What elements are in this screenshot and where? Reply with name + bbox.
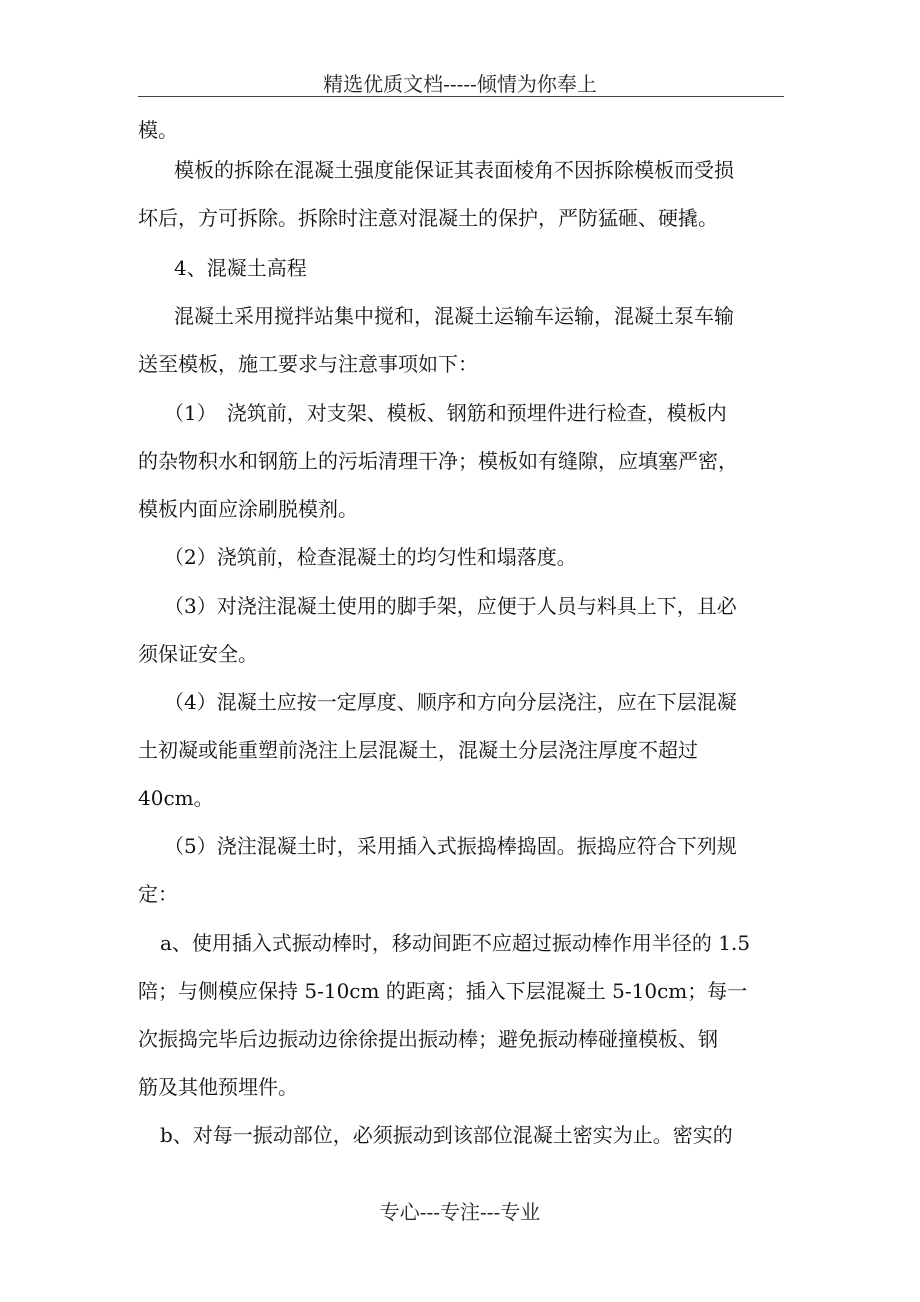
text-line: 模板内面应涂刷脱模剂。: [138, 497, 358, 521]
text-line: 须保证安全。: [138, 642, 258, 666]
text-line: 送至模板，施工要求与注意事项如下：: [138, 352, 478, 376]
text-line: 模。: [138, 118, 178, 142]
text-line: （3）对浇注混凝土使用的脚手架，应便于人员与料具上下，且必: [164, 594, 737, 618]
text-line: 陪；与侧模应保持 5-10cm 的距离；插入下层混凝土 5-10cm；每一: [138, 979, 748, 1003]
page-header: 精选优质文档-----倾情为你奉上: [323, 72, 597, 96]
text-line: 的杂物积水和钢筋上的污垢清理干净；模板如有缝隙，应填塞严密，: [138, 449, 738, 473]
text-line: 模板的拆除在混凝土强度能保证其表面棱角不因拆除模板而受损: [174, 158, 734, 182]
text-line: 定：: [138, 882, 178, 906]
text-line: 混凝土采用搅拌站集中搅和，混凝土运输车运输，混凝土泵车输: [174, 304, 734, 328]
text-line: b、对每一振动部位，必须振动到该部位混凝土密实为止。密实的: [160, 1123, 733, 1147]
text-line: 土初凝或能重塑前浇注上层混凝土，混凝土分层浇注厚度不超过: [138, 738, 698, 762]
text-line: （5）浇注混凝土时，采用插入式振捣棒捣固。振捣应符合下列规: [164, 834, 737, 858]
header-divider: [138, 96, 784, 97]
text-line: 40cm。: [138, 786, 214, 810]
text-line: 次振捣完毕后边振动边徐徐提出振动棒；避免振动棒碰撞模板、钢: [138, 1027, 718, 1051]
text-line: a、使用插入式振动棒时，移动间距不应超过振动棒作用半径的 1.5: [160, 931, 751, 955]
text-line: （4）混凝土应按一定厚度、顺序和方向分层浇注，应在下层混凝: [164, 690, 737, 714]
text-line: （2）浇筑前，检查混凝土的均匀性和塌落度。: [164, 545, 577, 569]
text-line: （1） 浇筑前，对支架、模板、钢筋和预埋件进行检查，模板内: [164, 401, 727, 425]
text-line: 筋及其他预埋件。: [138, 1075, 298, 1099]
section-heading: 4、混凝土高程: [174, 256, 307, 280]
page-footer: 专心---专注---专业: [379, 1200, 541, 1224]
text-line: 坏后，方可拆除。拆除时注意对混凝土的保护，严防猛砸、硬撬。: [138, 206, 718, 230]
